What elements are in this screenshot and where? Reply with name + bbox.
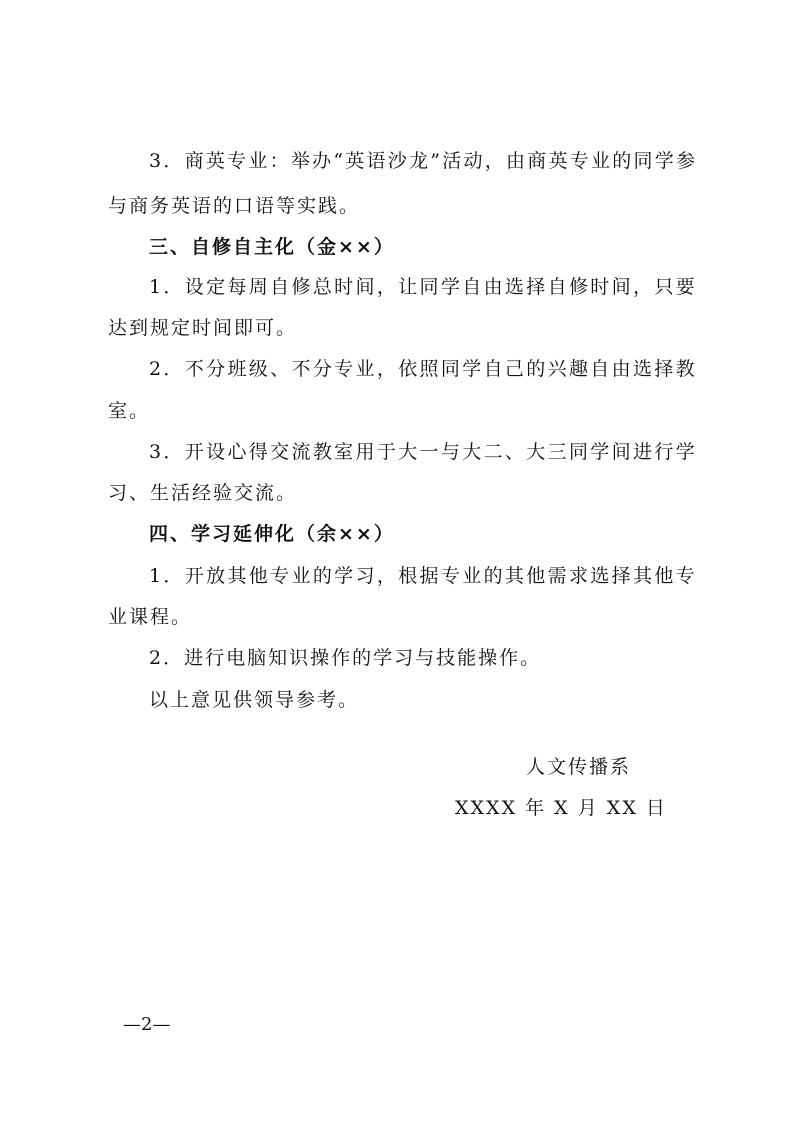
closing-remark: 以上意见供领导参考。 [149, 689, 360, 711]
s3-item2-line2: 室。 [108, 400, 151, 422]
s3-item2-line1: 2 ． 不 分 班 级 、 不 分 专 业 ， 依 照 同 学 自 己 的 兴 趣 自 由 选 择 教 [149, 358, 695, 380]
s4-item2-line1: 2．进行电脑知识操作的学习与技能操作。 [149, 647, 542, 669]
signature-organization: 人文传播系 [526, 756, 632, 778]
signature-date: XXXX 年 X 月 XX 日 [455, 797, 667, 819]
page-number: —2— [123, 1014, 171, 1035]
s3-item1-line2: 达到规定时间即可。 [108, 317, 298, 339]
item3-line1: 3 ． 商 英 专 业 ： 举 办 “ 英 语 沙 龙 ” 活 动 ， 由 商 英 专 业 的 同 学 参 [149, 150, 695, 172]
section-heading-3: 三、自修自主化（金××） [149, 236, 395, 258]
s3-item3-line2: 习、生活经验交流。 [108, 482, 298, 504]
s3-item1-line1: 1 ． 设 定 每 周 自 修 总 时 间 ， 让 同 学 自 由 选 择 自 修 时 间 ， 只 要 [149, 276, 695, 298]
s3-item3-line1: 3 ． 开 设 心 得 交 流 教 室 用 于 大 一 与 大 二 、 大 三 同 学 间 进 行 学 [149, 441, 695, 463]
section-heading-4: 四、学习延伸化（余××） [149, 523, 395, 545]
s4-item1-line2: 业课程。 [108, 606, 193, 628]
item3-line2: 与商务英语的口语等实践。 [108, 195, 361, 217]
s4-item1-line1: 1 ． 开 放 其 他 专 业 的 学 习 ， 根 据 专 业 的 其 他 需 求 选 择 其 他 专 [149, 565, 695, 587]
